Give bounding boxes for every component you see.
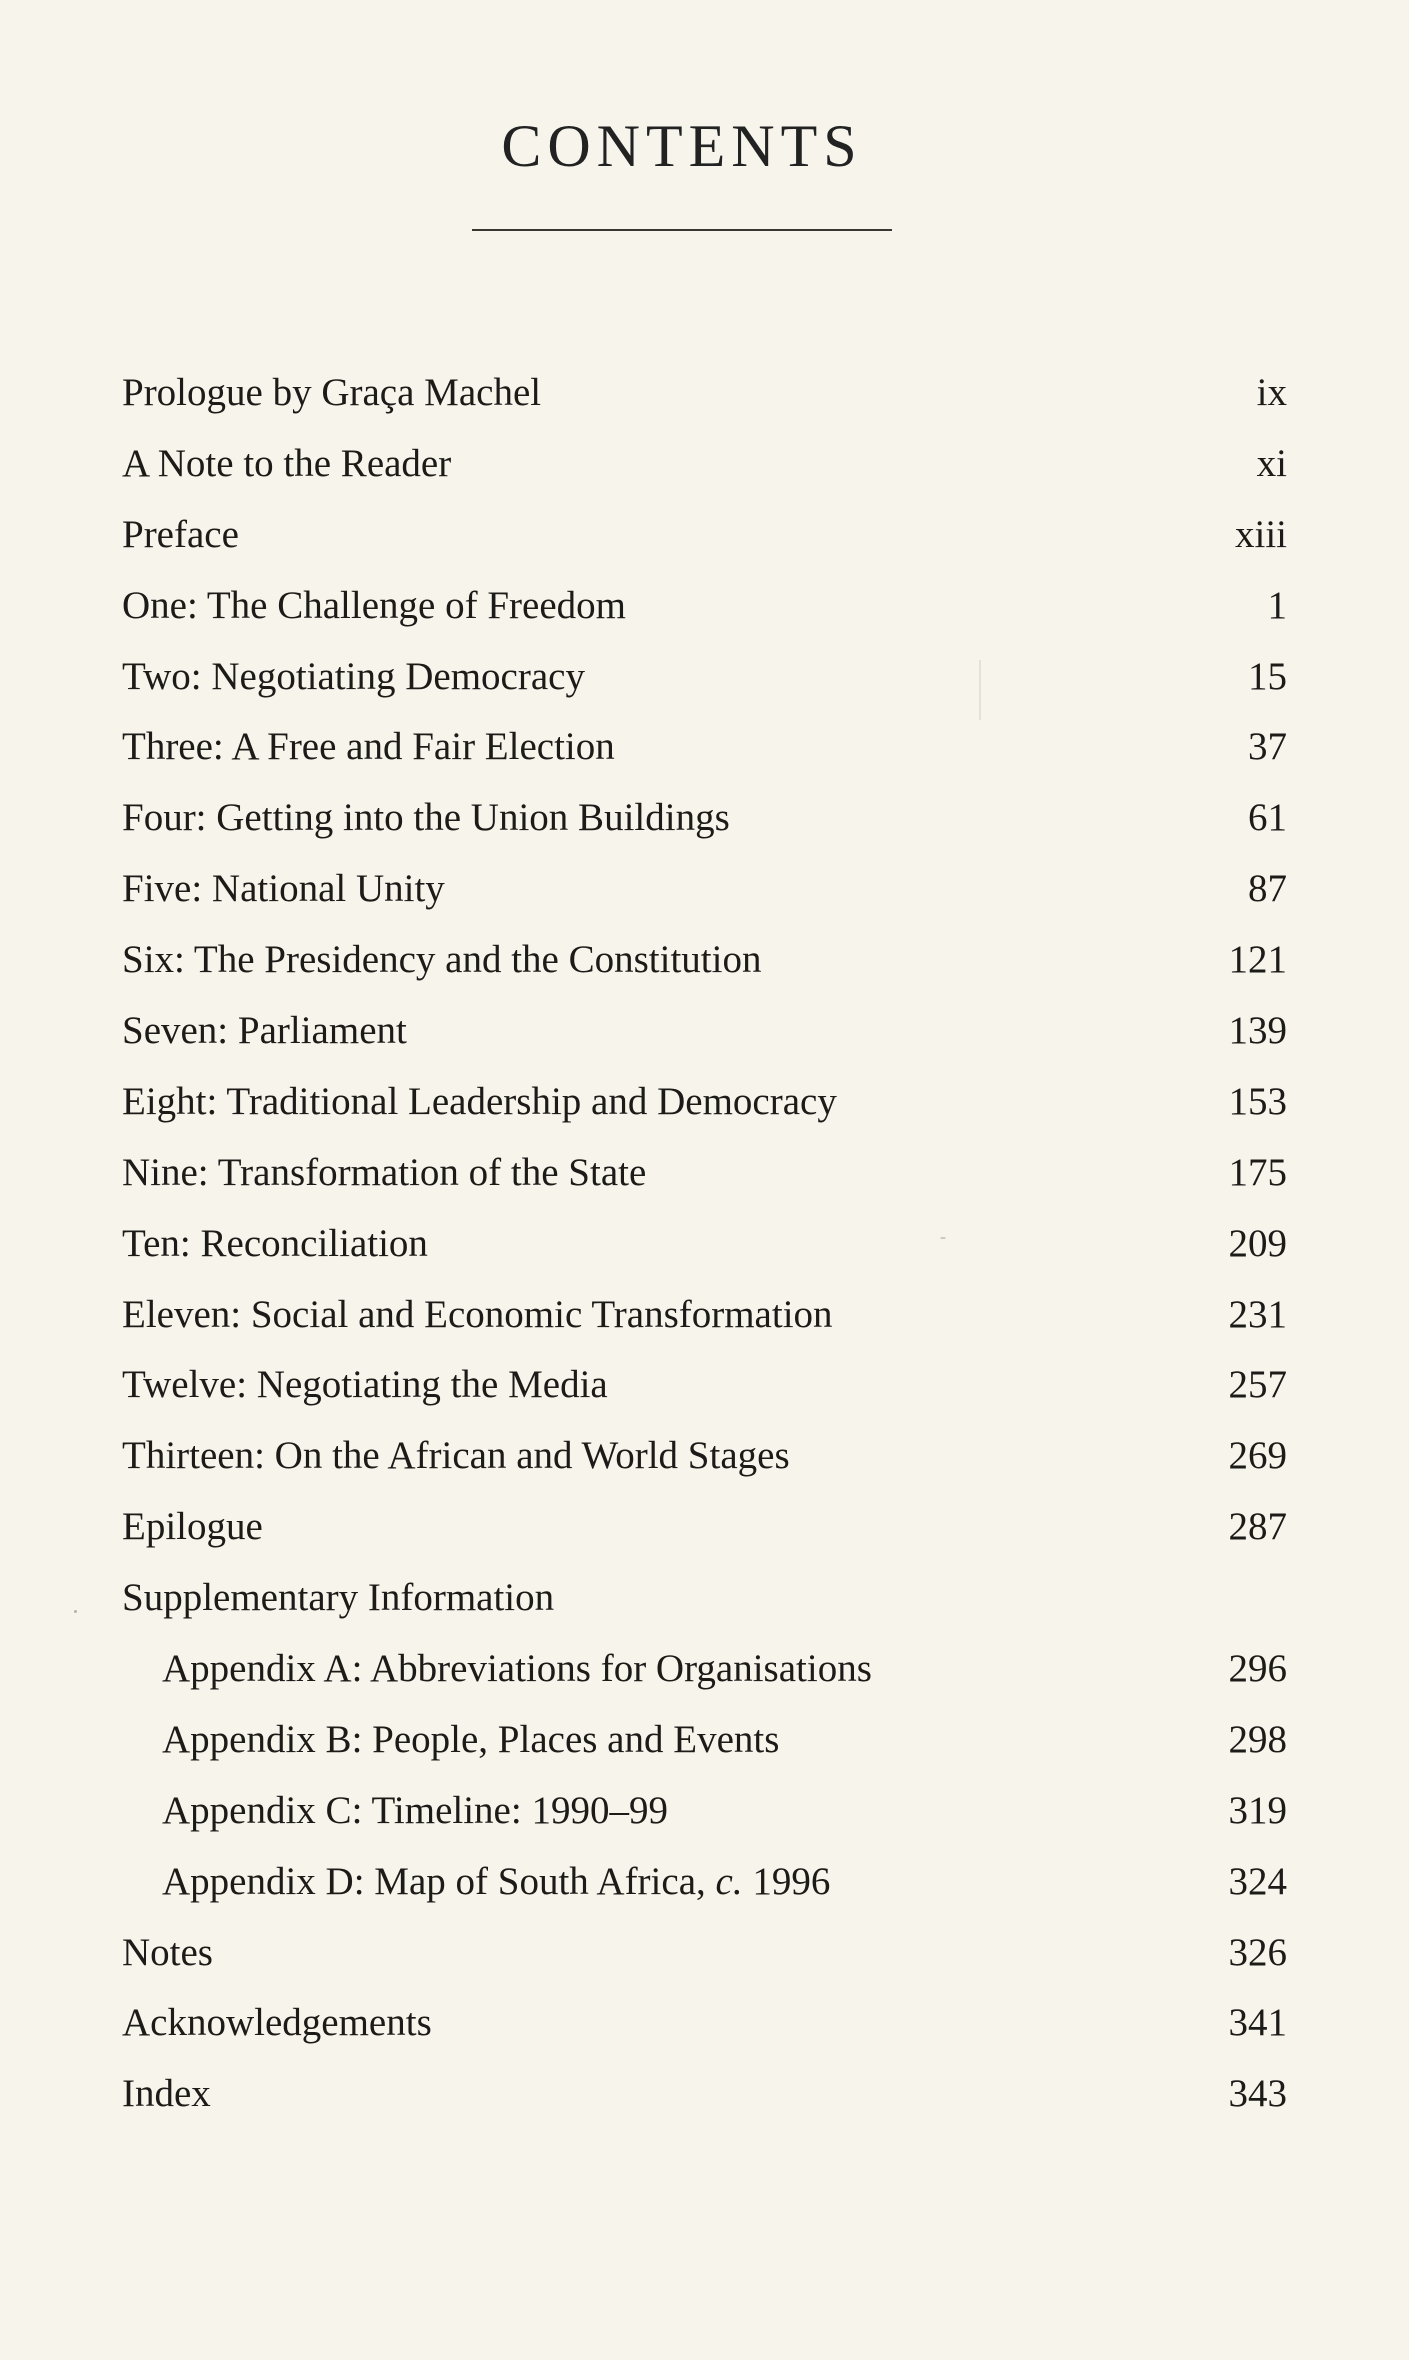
toc-entry-page: 209	[1228, 1221, 1287, 1265]
toc-entry-supplementary-information	[122, 1563, 1287, 1634]
toc-entry-label: Two: Negotiating Democracy	[122, 654, 585, 698]
toc-entry-page: 269	[1228, 1434, 1287, 1478]
paper-crease	[979, 660, 981, 720]
toc-entry-label: Acknowledgements	[122, 2001, 432, 2045]
toc-entry-label: Appendix D: Map of South Africa, c. 1996	[162, 1859, 831, 1903]
toc-entry-page: 257	[1228, 1363, 1287, 1407]
toc-entry-label: Ten: Reconciliation	[122, 1221, 428, 1265]
toc-entry-chapter-eleven	[122, 1280, 1287, 1351]
toc-entry-label: Nine: Transformation of the State	[122, 1150, 647, 1194]
toc-entry-chapter-three	[122, 712, 1287, 783]
toc-entry-label: Thirteen: On the African and World Stages	[122, 1434, 790, 1478]
toc-entry-page: 231	[1228, 1292, 1287, 1336]
toc-entry-appendix-a	[122, 1634, 1287, 1705]
toc-entry-label: Five: National Unity	[122, 867, 445, 911]
toc-entry-label: Supplementary Information	[122, 1576, 555, 1620]
toc-entry-chapter-two	[122, 642, 1287, 713]
toc-entry-page: 87	[1248, 867, 1287, 911]
toc-entry-prologue	[122, 358, 1287, 429]
toc-entry-label: Four: Getting into the Union Buildings	[122, 796, 730, 840]
toc-entry-appendix-c	[122, 1776, 1287, 1847]
toc-entry-page: xiii	[1234, 512, 1287, 556]
toc-entry-chapter-four	[122, 783, 1287, 854]
toc-entry-note-to-reader	[122, 429, 1287, 500]
toc-entry-label: Preface	[122, 512, 239, 556]
toc-entry-label: Eleven: Social and Economic Transformation	[122, 1292, 833, 1336]
toc-entry-page: 153	[1228, 1079, 1287, 1123]
page-title: CONTENTS	[501, 113, 863, 179]
title-rule	[472, 229, 892, 231]
table-of-contents	[122, 358, 1287, 2130]
toc-entry-preface	[122, 500, 1287, 571]
toc-entry-chapter-one	[122, 571, 1287, 642]
toc-entry-label: Six: The Presidency and the Constitution	[122, 938, 762, 982]
toc-entry-label: A Note to the Reader	[122, 441, 452, 485]
toc-entry-label: Appendix B: People, Places and Events	[162, 1717, 780, 1761]
toc-entry-page: 175	[1228, 1150, 1287, 1194]
toc-entry-page: 139	[1228, 1009, 1287, 1053]
toc-entry-page: 61	[1248, 796, 1287, 840]
toc-entry-label: Notes	[122, 1930, 213, 1974]
paper-speck	[74, 1610, 77, 1613]
toc-entry-appendix-b	[122, 1705, 1287, 1776]
toc-entry-appendix-d	[122, 1847, 1287, 1918]
toc-entry-label: Index	[122, 2072, 211, 2116]
toc-entry-page: 121	[1228, 938, 1287, 982]
toc-entry-chapter-five	[122, 854, 1287, 925]
paper-speck	[940, 1237, 946, 1239]
toc-entry-page: 298	[1228, 1717, 1287, 1761]
toc-entry-page: 324	[1228, 1859, 1287, 1903]
toc-entry-label: One: The Challenge of Freedom	[122, 583, 626, 627]
toc-entry-page: 319	[1228, 1788, 1287, 1832]
toc-entry-page: 341	[1228, 2001, 1287, 2045]
toc-entry-label: Epilogue	[122, 1505, 263, 1549]
toc-entry-acknowledgements	[122, 1988, 1287, 2059]
toc-entry-page: 296	[1228, 1647, 1287, 1691]
toc-entry-label: Prologue by Graça Machel	[122, 371, 542, 414]
toc-entry-label: Twelve: Negotiating the Media	[122, 1363, 608, 1407]
toc-entry-notes	[122, 1918, 1287, 1989]
toc-entry-label: Appendix C: Timeline: 1990–99	[162, 1788, 668, 1832]
toc-entry-page: 343	[1228, 2072, 1287, 2116]
toc-entry-page: 37	[1248, 725, 1287, 769]
toc-entry-page: 1	[1267, 583, 1287, 627]
toc-entry-index	[122, 2059, 1287, 2130]
toc-entry-page: 287	[1228, 1505, 1287, 1549]
toc-entry-chapter-seven	[122, 996, 1287, 1067]
toc-entry-page: ix	[1256, 371, 1287, 414]
toc-entry-page: xi	[1256, 441, 1287, 485]
toc-entry-page: 15	[1248, 654, 1287, 698]
toc-entry-chapter-ten	[122, 1209, 1287, 1280]
toc-entry-chapter-six	[122, 925, 1287, 996]
toc-entry-epilogue	[122, 1492, 1287, 1563]
toc-entry-label: Appendix A: Abbreviations for Organisations	[162, 1647, 872, 1691]
toc-entry-chapter-eight	[122, 1067, 1287, 1138]
toc-entry-label: Eight: Traditional Leadership and Democracy	[122, 1079, 837, 1123]
toc-entry-page: 326	[1228, 1930, 1287, 1974]
toc-entry-chapter-thirteen	[122, 1421, 1287, 1492]
toc-entry-label: Seven: Parliament	[122, 1009, 407, 1053]
toc-entry-chapter-twelve	[122, 1350, 1287, 1421]
toc-entry-label: Three: A Free and Fair Election	[122, 725, 615, 769]
toc-entry-chapter-nine	[122, 1138, 1287, 1209]
